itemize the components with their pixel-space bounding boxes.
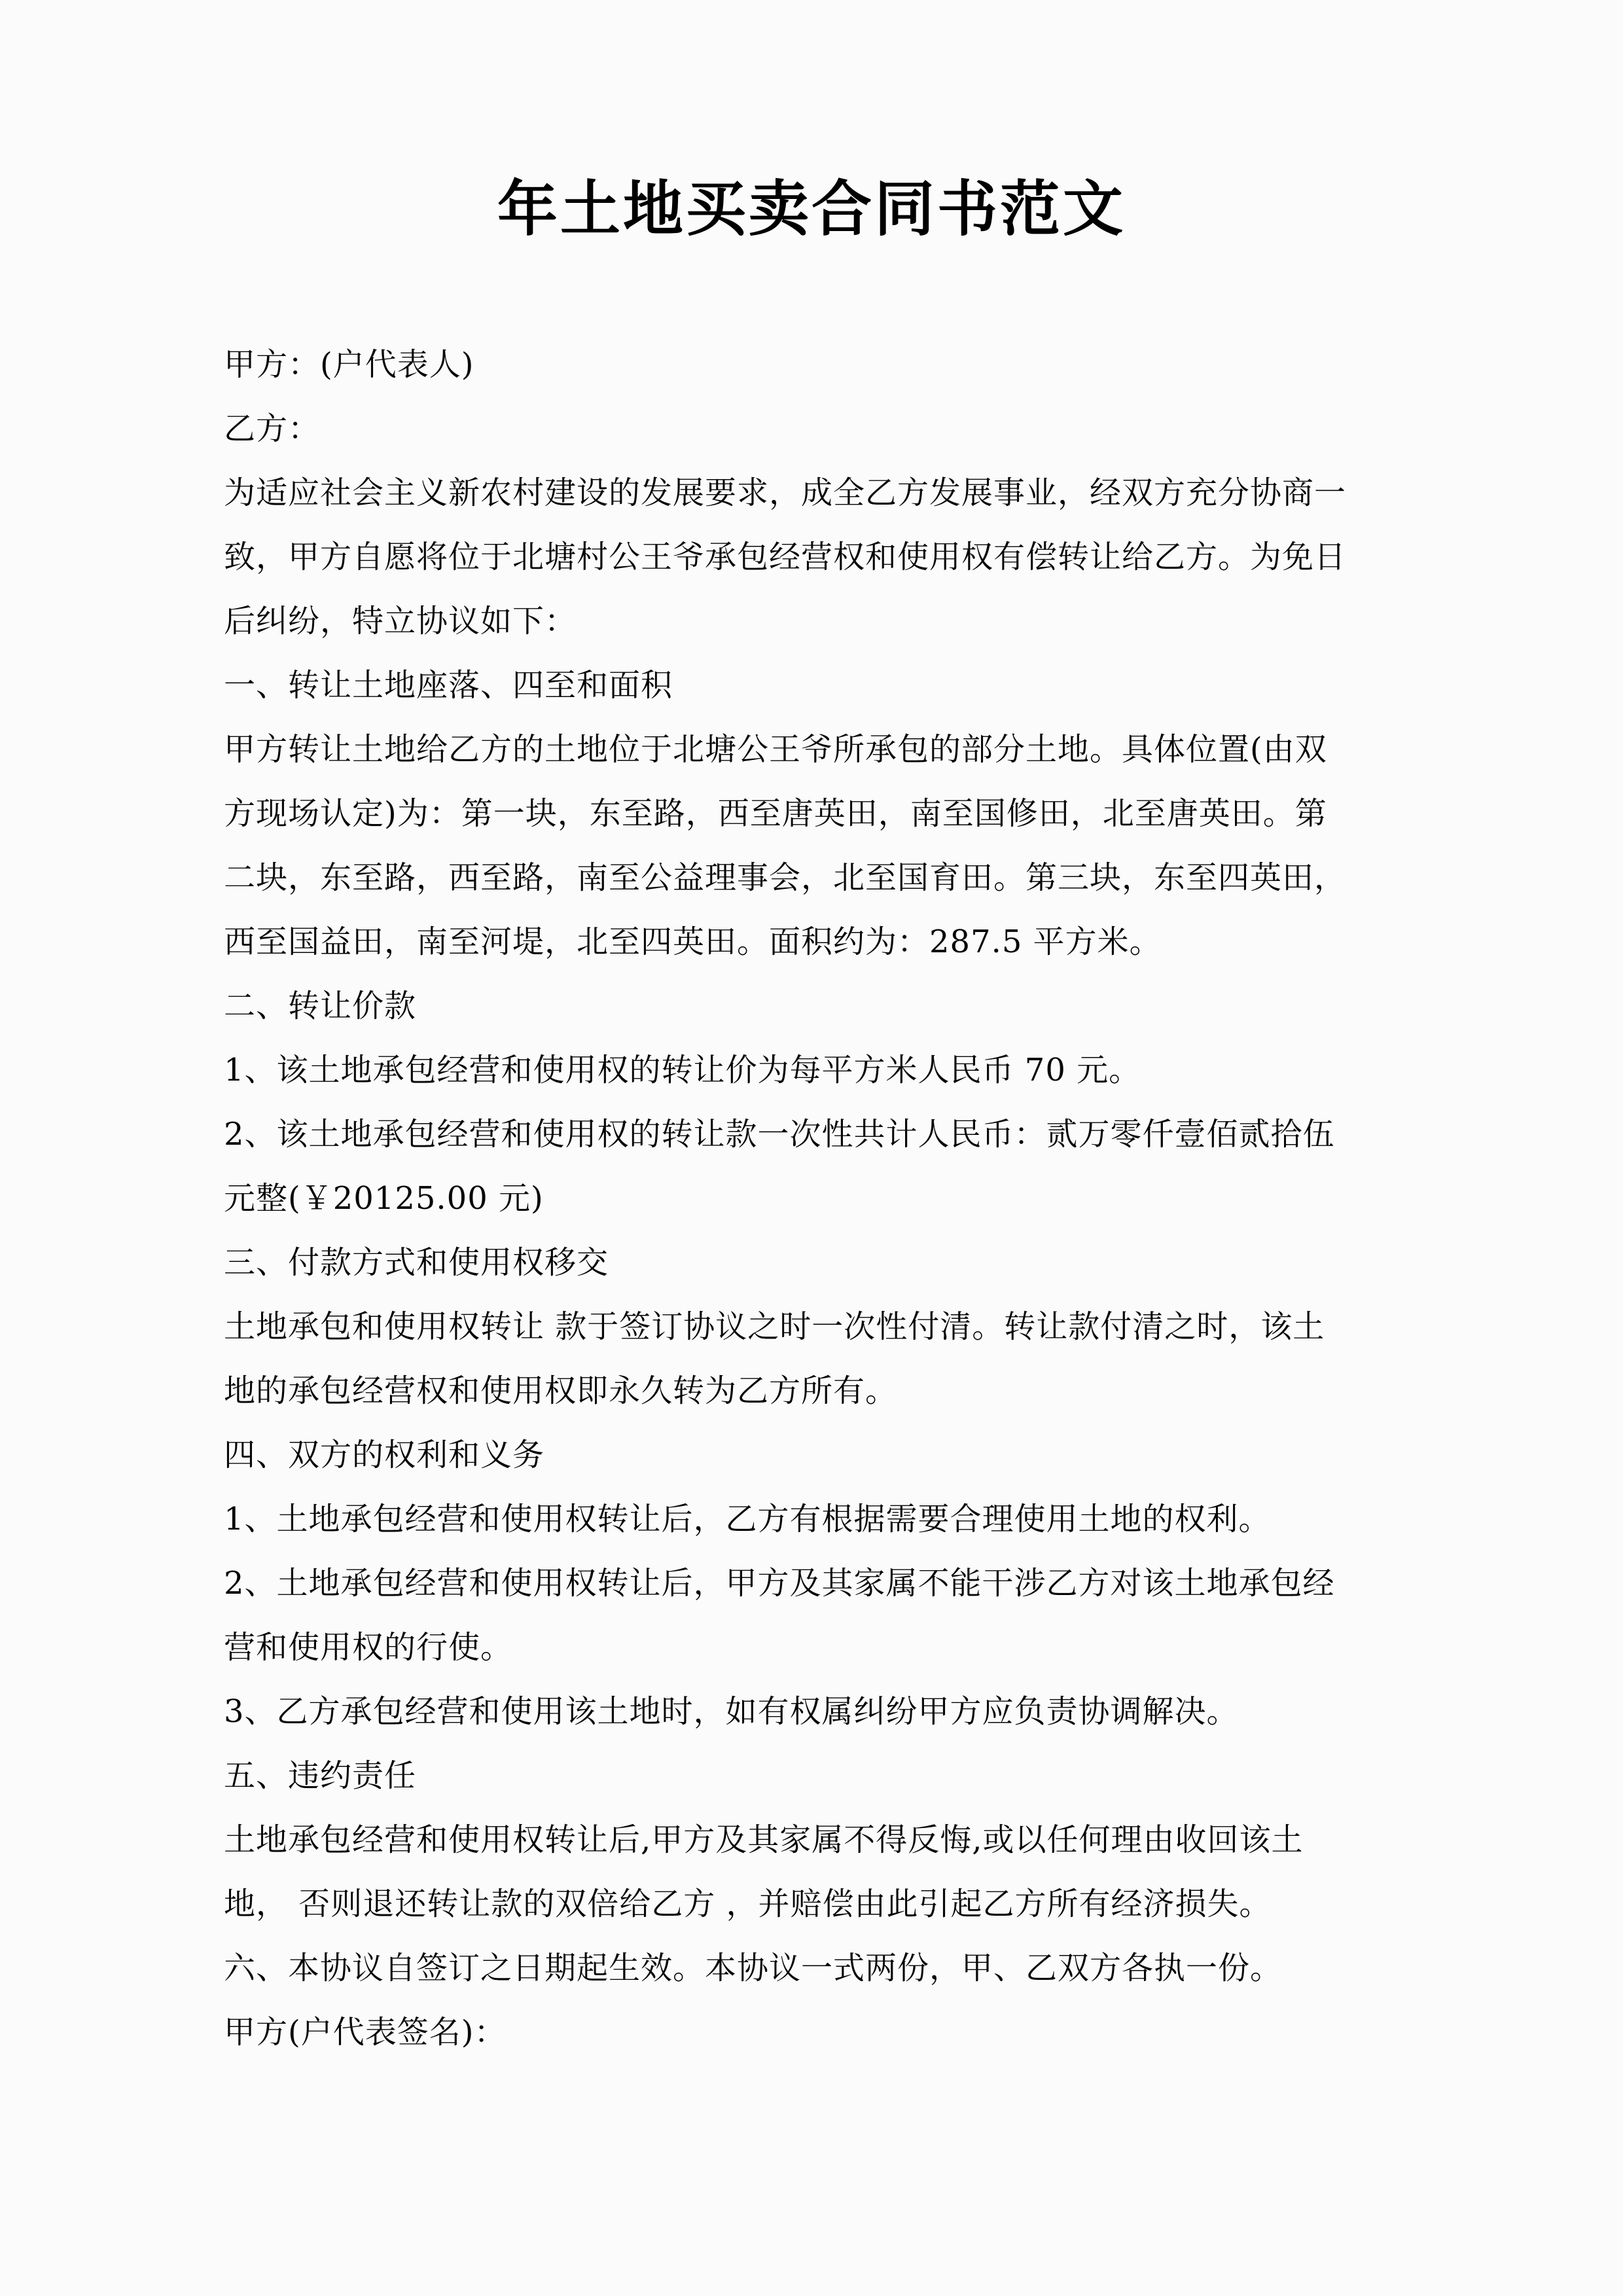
- document-line: 3、乙方承包经营和使用该土地时，如有权属纠纷甲方应负责协调解决。: [224, 1693, 1239, 1730]
- document-line: 三、付款方式和使用权移交: [224, 1244, 609, 1281]
- document-title: 年土地买卖合同书范文: [497, 173, 1126, 244]
- document-line: 五、违约责任: [224, 1757, 417, 1794]
- document-body: [224, 332, 1412, 2064]
- document-line: 营和使用权的行使。: [224, 1629, 513, 1666]
- document-line: 甲方(户代表签名)：: [224, 2014, 507, 2051]
- document-line: 甲方：(户代表人): [224, 346, 474, 383]
- document-line: 为适应社会主义新农村建设的发展要求，成全乙方发展事业，经双方充分协商一: [224, 475, 1347, 511]
- document-line: 甲方转让土地给乙方的土地位于北塘公王爷所承包的部分土地。具体位置(由双: [224, 731, 1327, 768]
- document-line: 二块，东至路，西至路，南至公益理事会，北至国育田。第三块，东至四英田，: [224, 859, 1347, 896]
- document-line: 致，甲方自愿将位于北塘村公王爷承包经营权和使用权有偿转让给乙方。为免日: [224, 539, 1347, 575]
- document-line: 一、转让土地座落、四至和面积: [224, 667, 673, 704]
- document-line: 1、该土地承包经营和使用权的转让价为每平方米人民币 70 元。: [224, 1052, 1141, 1088]
- document-line: 土地承包经营和使用权转让后,甲方及其家属不得反悔,或以任何理由收回该土: [224, 1821, 1304, 1858]
- document-line: 地， 否则退还转让款的双倍给乙方 ，并赔偿由此引起乙方所有经济损失。: [224, 1886, 1272, 1922]
- document-line: 四、双方的权利和义务: [224, 1437, 545, 1473]
- document-line: 元整(￥20125.00 元): [224, 1180, 544, 1217]
- document-line: 地的承包经营权和使用权即永久转为乙方所有。: [224, 1372, 898, 1409]
- document-line: 土地承包和使用权转让 款于签订协议之时一次性付清。转让款付清之时，该土: [224, 1308, 1325, 1345]
- document-line: 西至国益田，南至河堤，北至四英田。面积约为：287.5 平方米。: [224, 924, 1162, 960]
- document-line: 2、土地承包经营和使用权转让后，甲方及其家属不能干涉乙方对该土地承包经: [224, 1565, 1335, 1602]
- document-line: 乙方：: [224, 410, 321, 447]
- document-line: 二、转让价款: [224, 988, 417, 1024]
- document-line: 1、土地承包经营和使用权转让后，乙方有根据需要合理使用土地的权利。: [224, 1501, 1271, 1537]
- document-line: 后纠纷，特立协议如下：: [224, 603, 577, 639]
- document-line: 六、本协议自签订之日期起生效。本协议一式两份，甲、乙双方各执一份。: [224, 1950, 1283, 1986]
- document-line: 方现场认定)为：第一块，东至路，西至唐英田，南至国修田，北至唐英田。第: [224, 795, 1327, 832]
- document-line: 2、该土地承包经营和使用权的转让款一次性共计人民币：贰万零仟壹佰贰拾伍: [224, 1116, 1335, 1153]
